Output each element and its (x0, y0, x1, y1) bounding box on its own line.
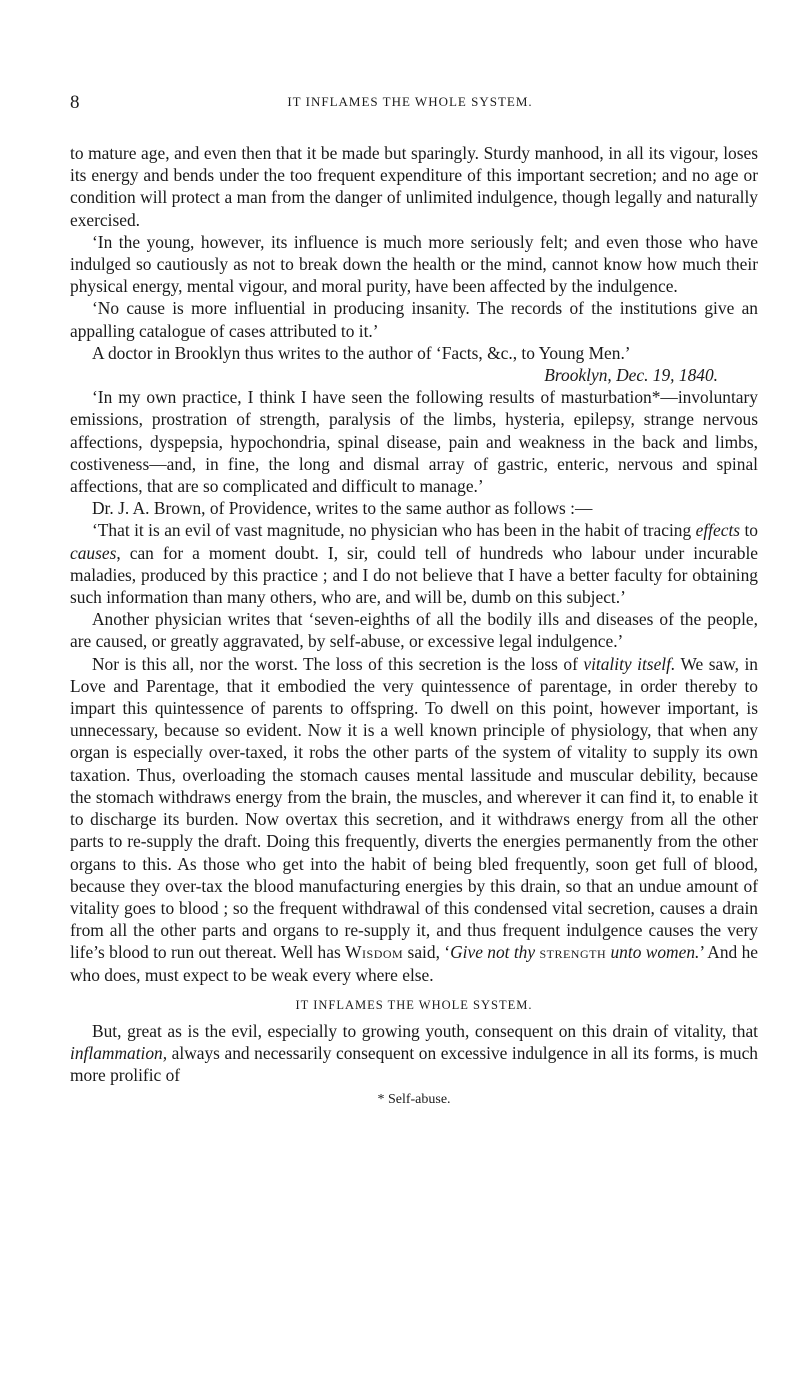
paragraph-2: ‘In the young, however, its influence is much more seriously felt; and even those who have indulged so cautiously as not to break down the health or the mind, cannot know how much their physical energy, mental vigour, and moral purity, have been affected by the indulgence. (70, 231, 758, 297)
paragraph-7-text-b: to (740, 520, 758, 541)
paragraph-9-text-c: said, ‘ (403, 942, 451, 963)
emphasis-causes: causes (70, 542, 117, 563)
footnote: * Self-abuse. (377, 1091, 451, 1107)
paragraph-6: Dr. J. A. Brown, of Providence, writes to the same author as follows :— (92, 498, 593, 519)
paragraph-5: ‘In my own practice, I think I have seen the following results of masturbation*—involuntary emissions, prostration of strength, paralysis of the limbs, hysteria, epilepsy, strange nervous affections, dyspepsia, hypochondria, spinal disease, pain and weakness in the back and limbs, costiveness—and, in fine, the long and dismal array of gastric, enteric, nervous and spinal affections, that are so complicated and difficult to manage.’ (70, 387, 758, 497)
paragraph-1: to mature age, and even then that it be made but sparingly. Sturdy manhood, in all its vigour, loses its energy and bends under the too frequent expenditure of this important secretion; and no age or condition will protect a man from the danger of unlimited indulgence, though legally and naturally exercised. (70, 143, 758, 230)
paragraph-9-text-d: ’ And he who does, must expect to be weak every where else. (70, 942, 758, 985)
paragraph-10-text-b: always and necessarily consequent on excessive indulgence in all its forms, is much more prolific of (70, 1043, 758, 1086)
section-heading: IT INFLAMES THE WHOLE SYSTEM. (295, 997, 533, 1012)
smallcaps-strength: strength (539, 942, 607, 963)
running-title: IT INFLAMES THE WHOLE SYSTEM. (287, 94, 533, 109)
paragraph-3: ‘No cause is more influential in producing insanity. The records of the institutions give an appalling catalogue of cases attributed to it.’ (70, 298, 758, 341)
paragraph-9 (70, 653, 758, 986)
paragraph-10 (70, 1020, 758, 1087)
paragraph-9-text-b: We saw, in Love and Parentage, that it embodied the very quintessence of parentage, in order thereby to impart this quintessence of parents to offspring. To dwell on this point, however important, is unnecessary, because so evident. Now it is a well known principle of physiology, that when any organ is especially over-taxed, it robs the other parts of the system of vitality to supply its own taxation. Thus, overloading the stomach causes mental lassitude and muscular debility, because the stomach withdraws energy from the brain, the muscles, and wherever it can find it, to enable it to discharge its burden. Now overtax this secretion, and it withdraws energy from all the other parts to re-supply the draft. Doing this frequently, diverts the energies permanently from the other organs to this. As those who get into the habit of being bled frequently, soon get full of blood, because they over-tax the blood manufacturing energies by this drain, so that an undue amount of vitality goes to blood ; so the frequent withdrawal of this condensed vital secretion, causes a drain from all the other parts and organs to re-supply it, and thus frequent indulgence causes the very life’s blood to run out thereat. Well has (70, 653, 759, 963)
paragraph-8: Another physician writes that ‘seven-eighths of all the bodily ills and diseases of the people, are caused, or greatly aggravated, by self-abuse, or excessive legal indulgence.’ (70, 609, 758, 652)
emphasis-effects: effects (695, 520, 741, 541)
smallcaps-wisdom: Wisdom (345, 942, 404, 963)
paragraph-7-text-c: , can for a moment doubt. I, sir, could tell of hundreds who labour under incurable maladies, produced by this practice ; and I do not believe that I have a better faculty for obtaining such information than many others, who are, and will be, dumb on this subject.’ (70, 542, 758, 608)
paragraph-4: A doctor in Brooklyn thus writes to the author of ‘Facts, &c., to Young Men.’ (92, 342, 631, 363)
quote-unto-women: unto women. (606, 942, 700, 963)
page-number: 8 (70, 92, 80, 113)
dateline: Brooklyn, Dec. 19, 1840. (544, 365, 718, 386)
paragraph-10-text-a: But, great as is the evil, especially to growing youth, consequent on this drain of vitality, that (92, 1020, 758, 1041)
quote-give-not: Give not thy (450, 942, 540, 963)
page-header (70, 92, 750, 116)
emphasis-inflammation: inflammation, (70, 1043, 168, 1064)
paragraph-9-text-a: Nor is this all, nor the worst. The loss of this secretion is the loss of (92, 653, 584, 674)
paragraph-7-text-a: ‘That it is an evil of vast magnitude, no physician who has been in the habit of tracing (92, 520, 696, 541)
paragraph-7 (70, 519, 758, 608)
body-text (70, 142, 758, 1111)
emphasis-vitality: vitality itself. (583, 653, 676, 674)
